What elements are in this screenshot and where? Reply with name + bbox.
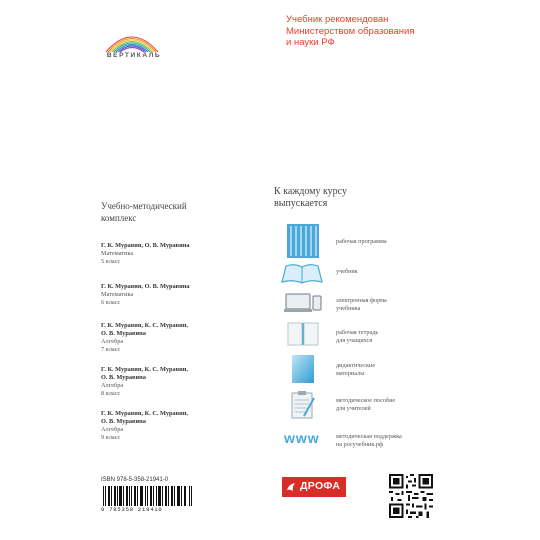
workbook-icon [287, 322, 319, 346]
book-grade: 6 класс [101, 299, 121, 306]
publisher-name: ДРОФА [300, 480, 341, 492]
book-subject: Алгебра [101, 338, 124, 345]
devices-icon [284, 292, 322, 314]
recommendation-line: Министерством образования [286, 25, 415, 37]
book-entry [101, 242, 251, 266]
resource-label-line: учебник [336, 268, 358, 275]
resource-label-line: методическая поддержка [336, 433, 402, 440]
book-subject: Алгебра [101, 426, 124, 433]
book-grade: 9 класс [101, 434, 121, 441]
book-author: Г. К. Муравин, О. В. Муравина [101, 242, 190, 249]
vertikal-logo [100, 14, 164, 68]
book-author: О. В. Муравина [101, 418, 146, 425]
resource-label-line: методическое пособие [336, 397, 396, 404]
umk-title-line: Учебно-методический [101, 201, 187, 211]
barcode-digits: 9 785358 219410 [101, 506, 201, 513]
program-icon [287, 224, 319, 258]
resource-label-line: материалы [336, 370, 365, 377]
resource-label-line: рабочая тетрадь [336, 329, 379, 336]
book-grade: 8 класс [101, 390, 121, 397]
qr-code [389, 474, 433, 518]
book-grade: 7 класс [101, 346, 121, 353]
publisher-mark-icon [286, 482, 296, 492]
textbook-icon [280, 262, 324, 286]
recommendation-line: и науки РФ [286, 37, 335, 48]
course-title-line: выпускается [274, 197, 328, 209]
logo-text: ВЕРТИКАЛЬ [106, 52, 162, 59]
resource-label-line: электронная форма [336, 297, 387, 304]
book-author: Г. К. Муравин, О. В. Муравина [101, 283, 190, 290]
resource-label [336, 329, 466, 345]
resource-label [336, 268, 466, 276]
resource-label-line: учебника [336, 305, 361, 312]
course-title [274, 186, 434, 209]
resource-label [336, 238, 466, 246]
isbn: ISBN 978-5-358-21941-0 [101, 477, 169, 483]
resource-label-line: на росучебник.рф [336, 441, 383, 448]
umk-title-line: комплекс [101, 212, 137, 223]
resource-label [336, 362, 466, 378]
course-title-line: К каждому курсу [274, 186, 347, 197]
recommendation-note [286, 14, 486, 49]
resource-label-line: для учащихся [336, 337, 373, 344]
book-author: Г. К. Муравин, К. С. Муравин, [101, 322, 188, 329]
book-author: О. В. Муравина [101, 374, 146, 381]
resource-label-line: дидактические [336, 362, 376, 369]
book-author: Г. К. Муравин, К. С. Муравин, [101, 366, 188, 373]
umk-title [101, 201, 261, 224]
book-subject: Математика [101, 250, 134, 257]
resource-label [336, 433, 466, 449]
resource-label [336, 297, 466, 313]
recommendation-line: Учебник рекомендован [286, 14, 389, 25]
teacher-guide-icon [290, 390, 316, 420]
book-grade: 5 класс [101, 258, 121, 265]
book-author: О. В. Муравина [101, 330, 146, 337]
book-entry [101, 366, 251, 398]
book-subject: Математика [101, 291, 134, 298]
book-author: Г. К. Муравин, К. С. Муравин, [101, 410, 188, 417]
resource-label-line: для учителей [336, 405, 371, 412]
book-subject: Алгебра [101, 382, 124, 389]
book-entry [101, 322, 251, 354]
book-entry [101, 410, 251, 442]
resource-label [336, 397, 466, 413]
www-icon: www [284, 430, 320, 446]
didactic-icon [290, 354, 316, 384]
book-entry [101, 283, 251, 307]
resource-label-line: рабочая программа [336, 238, 387, 245]
